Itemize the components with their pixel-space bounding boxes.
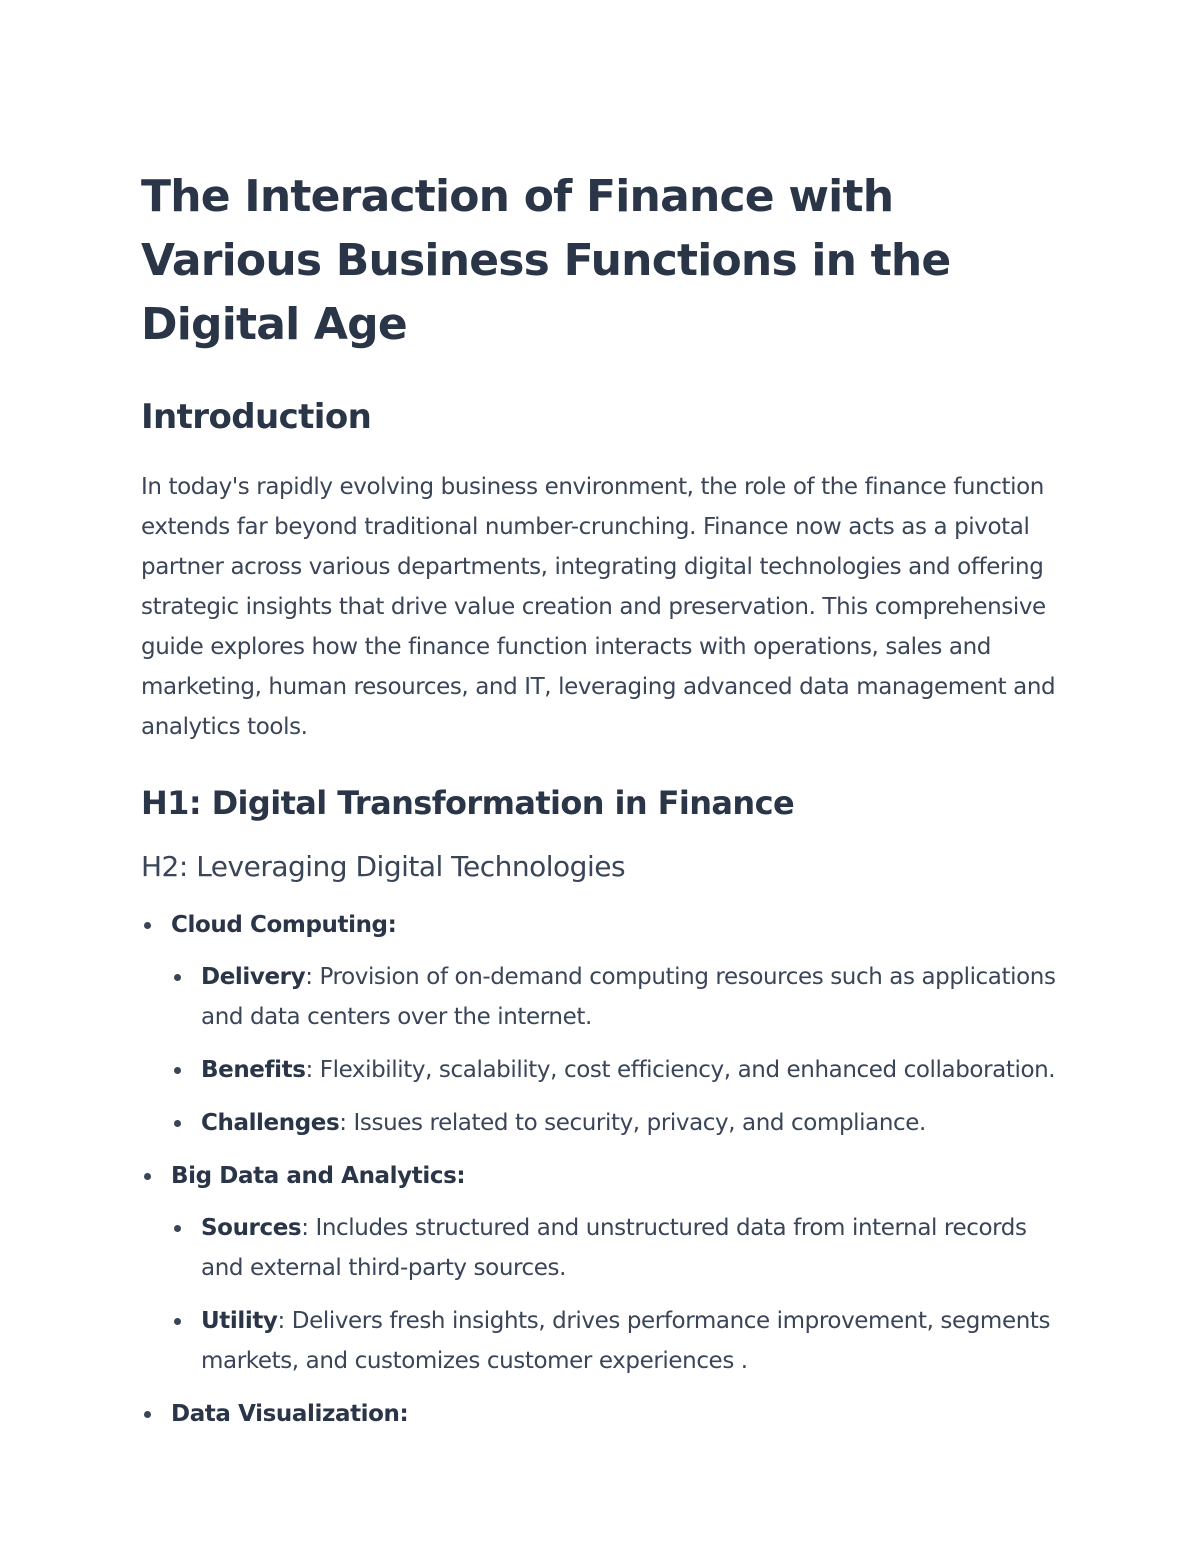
sublist-item-text: : Flexibility, scalability, cost efficiency, and enhanced collaboration. — [305, 1057, 1056, 1083]
bullet-icon — [174, 1225, 181, 1232]
document-page — [141, 165, 1061, 1447]
sublist-big-data — [171, 1208, 1061, 1381]
bullet-icon — [174, 974, 181, 981]
bullet-icon — [144, 922, 151, 929]
sublist-item-challenges — [171, 1103, 1061, 1143]
section-heading-h1: H1: Digital Transformation in Finance — [141, 784, 795, 822]
sublist-item-sources — [171, 1208, 1061, 1288]
bullet-icon — [144, 1411, 151, 1418]
sublist-item-text: : Provision of on-demand computing resources such as applications and data centers over the internet. — [201, 964, 1056, 1030]
sublist-cloud-computing — [171, 957, 1061, 1143]
list-item-data-visualization — [141, 1394, 1061, 1434]
sublist-item-term: Benefits — [201, 1057, 306, 1083]
bullet-icon — [174, 1318, 181, 1325]
bullet-icon — [144, 1173, 151, 1180]
document-title: The Interaction of Finance with Various Business Functions in the Digital Age — [141, 171, 951, 350]
sublist-item-term: Sources — [201, 1215, 302, 1241]
sublist-item-benefits — [171, 1050, 1061, 1090]
introduction-heading: Introduction — [141, 397, 372, 437]
list-item-cloud-computing — [141, 905, 1061, 1143]
sublist-item-utility — [171, 1301, 1061, 1381]
bullet-icon — [174, 1120, 181, 1127]
sublist-item-delivery — [171, 957, 1061, 1037]
technology-list — [141, 905, 1061, 1434]
sublist-item-term: Delivery — [201, 964, 306, 990]
sublist-item-term: Challenges — [201, 1110, 340, 1136]
list-item-label: Big Data and Analytics: — [171, 1163, 466, 1189]
sublist-item-text: : Delivers fresh insights, drives performance improvement, segments markets, and customizes customer experiences . — [201, 1308, 1051, 1374]
sublist-item-term: Utility — [201, 1308, 278, 1334]
subsection-heading-h2: H2: Leveraging Digital Technologies — [141, 850, 626, 883]
list-item-label: Cloud Computing: — [171, 912, 397, 938]
list-item-big-data — [141, 1156, 1061, 1381]
introduction-paragraph: In today's rapidly evolving business environment, the role of the finance function extends far beyond traditional number-crunching. Finance now acts as a pivotal partner across various departments, integrating digital technologies and offering strategic insights that drive value creation and preservation. This comprehensive guide explores how the finance function interacts with operations, sales and marketing, human resources, and IT, leveraging advanced data management and analytics tools. — [141, 474, 1056, 740]
sublist-item-text: : Issues related to security, privacy, and compliance. — [339, 1110, 926, 1136]
bullet-icon — [174, 1067, 181, 1074]
list-item-label: Data Visualization: — [171, 1401, 409, 1427]
sublist-item-text: : Includes structured and unstructured data from internal records and external third-party sources. — [201, 1215, 1027, 1281]
